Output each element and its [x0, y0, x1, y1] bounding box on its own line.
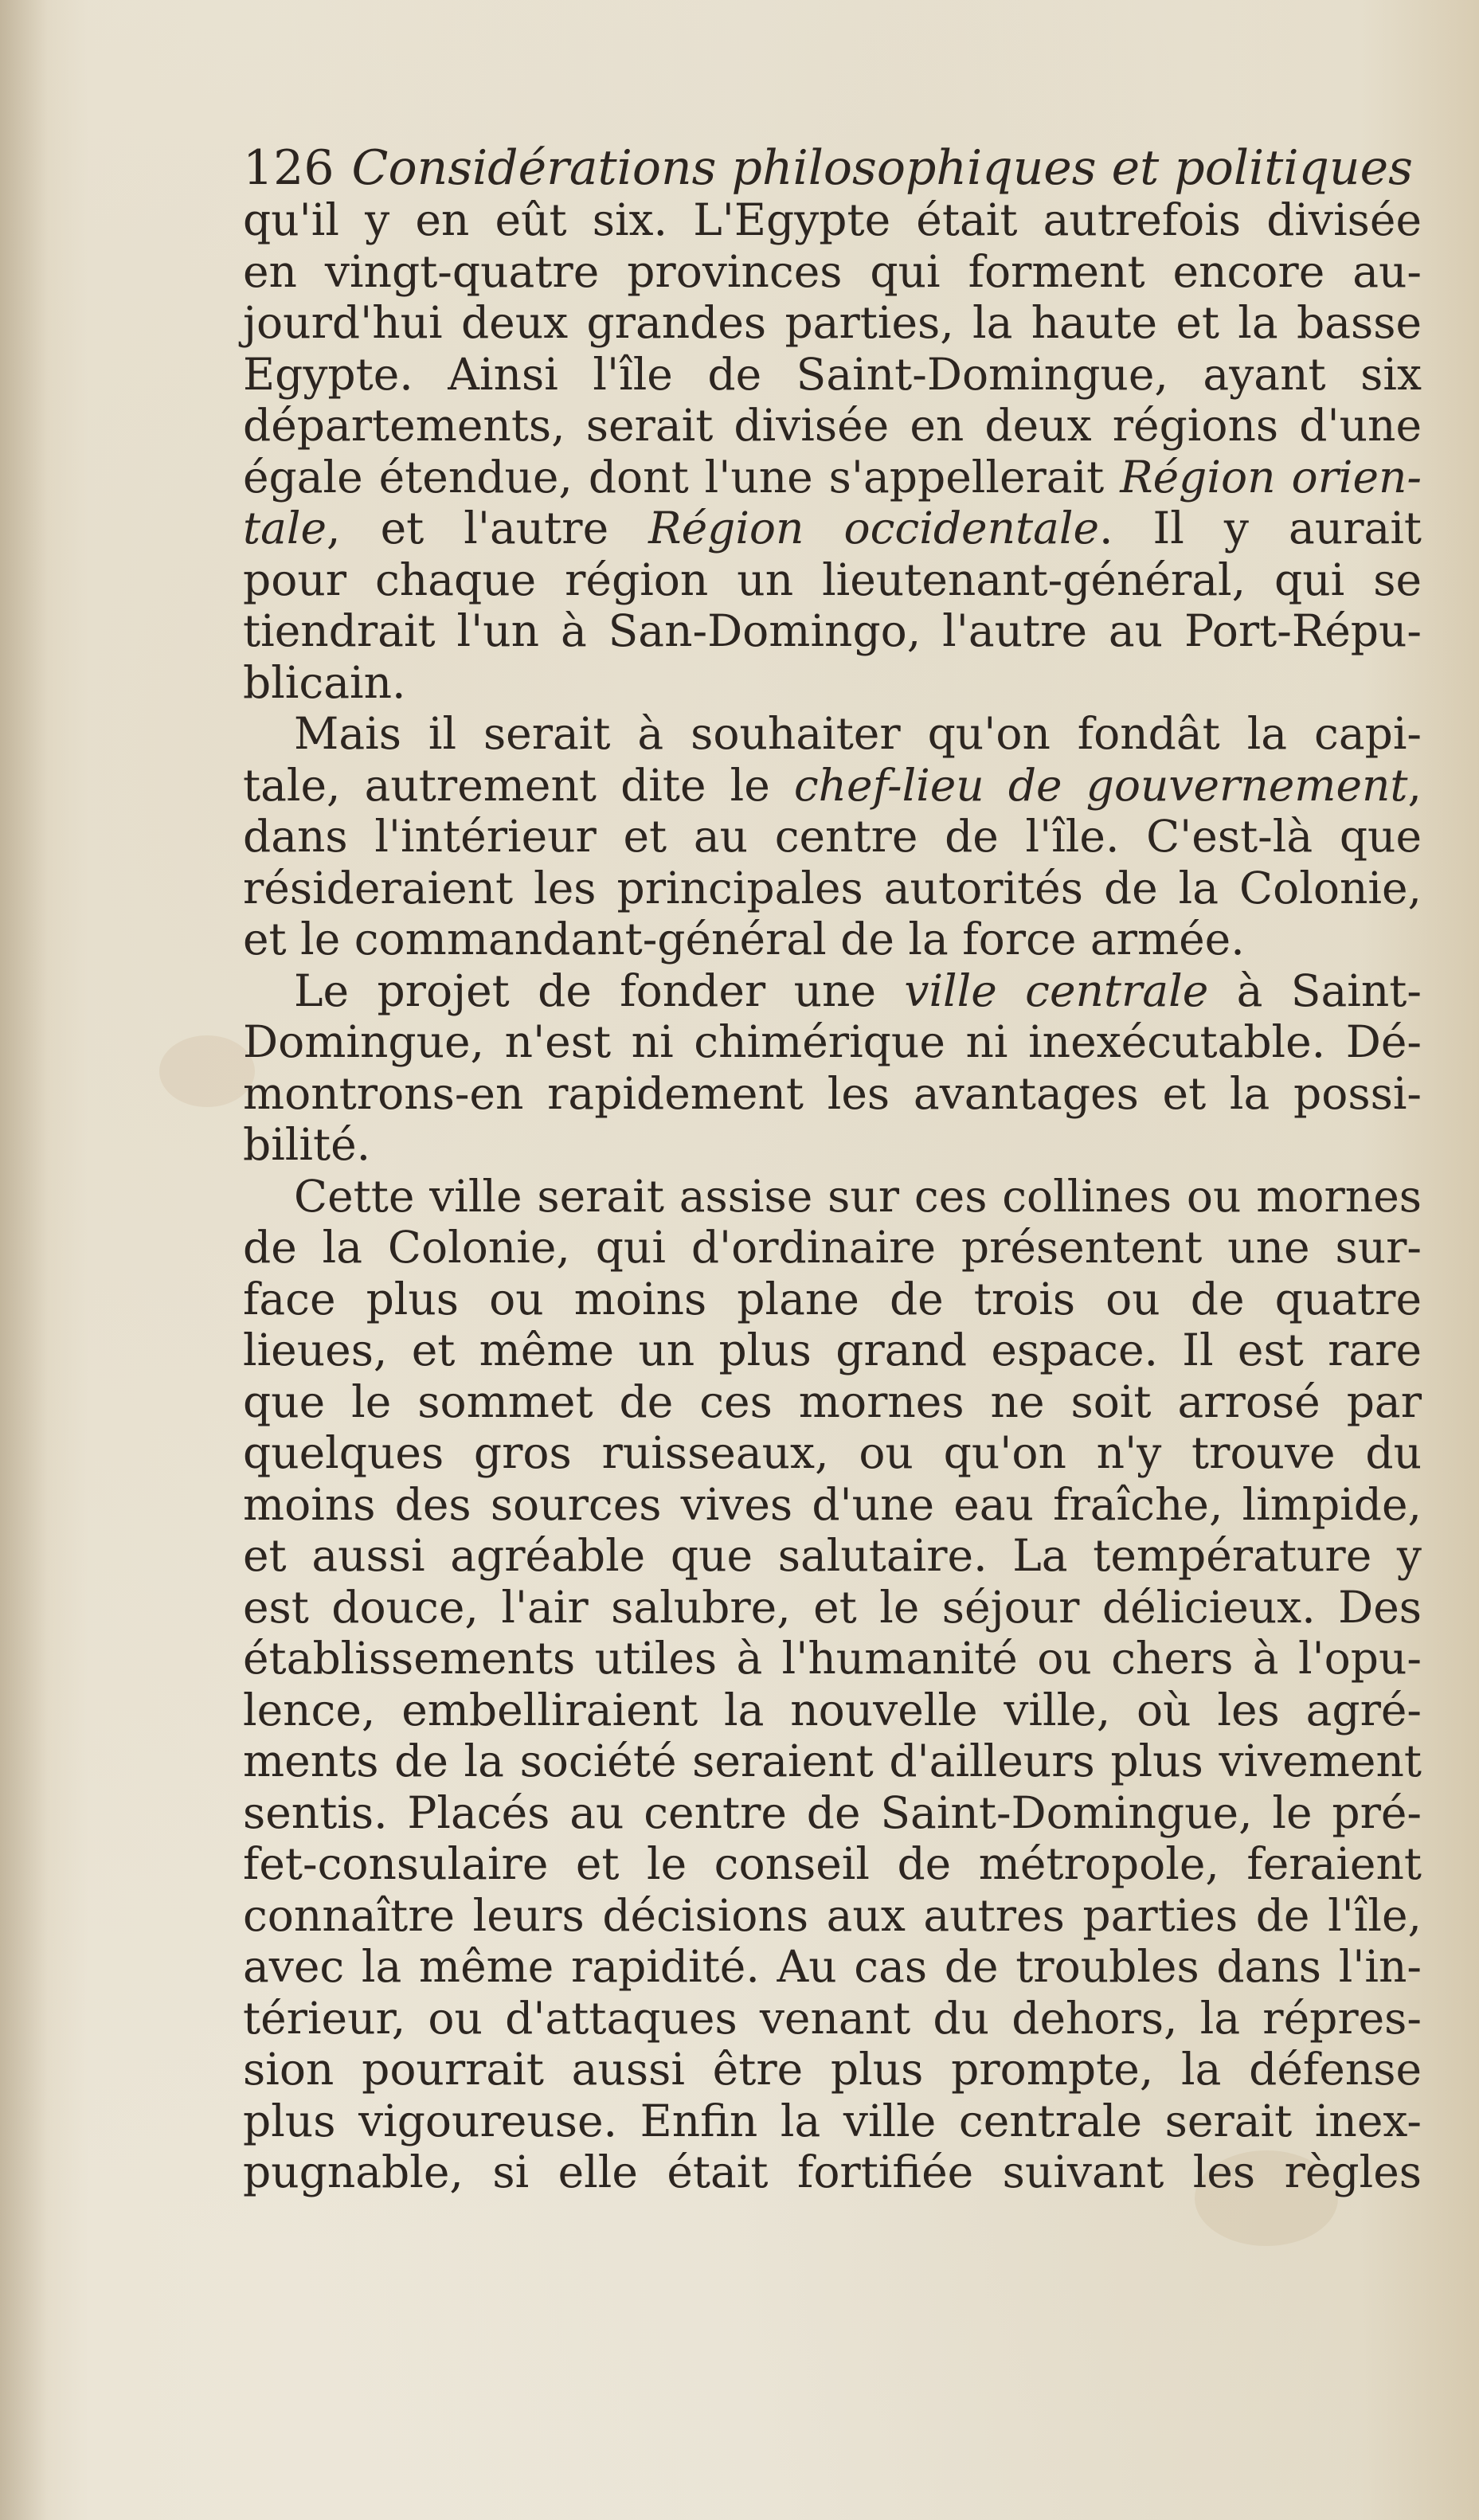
- text-line: et aussi agréable que salutaire. La température y: [243, 1530, 1422, 1581]
- italic-term: chef-lieu de gouvernement: [793, 759, 1408, 811]
- text-line: quelques gros ruisseaux, ou qu'on n'y trouve du: [243, 1427, 1422, 1478]
- running-head-title: Considérations philosophiques et politiques: [351, 140, 1413, 196]
- text-line: départements, serait divisée en deux régions d'une: [243, 400, 1422, 451]
- text-line: est douce, l'air salubre, et le séjour délicieux. Des: [243, 1581, 1422, 1633]
- paragraph-start: Le projet de fonder une ville centrale à Saint-: [294, 965, 1422, 1016]
- text-line: de la Colonie, qui d'ordinaire présentent une sur-: [243, 1222, 1422, 1273]
- text-line: pour chaque région un lieutenant-général, qui se: [243, 554, 1422, 605]
- italic-term: Région orien-: [1120, 451, 1422, 503]
- text-line: blicain.: [243, 656, 406, 708]
- text-line: jourd'hui deux grandes parties, la haute et la basse: [243, 297, 1422, 348]
- text-line: bilité.: [243, 1119, 371, 1170]
- text-block: [243, 142, 1422, 2198]
- paragraph-start: Cette ville serait assise sur ces collines ou mornes: [294, 1170, 1422, 1222]
- text-line: fet-consulaire et le conseil de métropole, feraient: [243, 1838, 1422, 1889]
- italic-term: ville centrale: [904, 965, 1209, 1016]
- text-line: Egypte. Ainsi l'île de Saint-Domingue, ayant six: [243, 348, 1422, 400]
- text-line: montrons-en rapidement les avantages et la possi-: [243, 1067, 1422, 1119]
- page-number: 126: [243, 140, 335, 196]
- foxing-stain: [159, 1035, 255, 1107]
- text-line: tiendrait l'un à San-Domingo, l'autre au Port-Répu-: [243, 605, 1422, 656]
- paragraph-start: Mais il serait à souhaiter qu'on fondât la capi-: [294, 708, 1422, 759]
- spine-shadow: [0, 0, 48, 2520]
- text-line: et le commandant-général de la force armée.: [243, 914, 1245, 965]
- text-line: qu'il y en eût six. L'Egypte était autrefois divisée: [243, 194, 1422, 245]
- text-line: sentis. Placés au centre de Saint-Domingue, le pré-: [243, 1786, 1422, 1838]
- text-line: pugnable, si elle était fortifiée suivant les règles: [243, 2146, 1422, 2197]
- text-line: lieues, et même un plus grand espace. Il est rare: [243, 1325, 1422, 1375]
- text-line: plus vigoureuse. Enfin la ville centrale serait inex-: [243, 2095, 1422, 2146]
- text-line: térieur, ou d'attaques venant du dehors, la répres-: [243, 1992, 1422, 2044]
- text-line: dans l'intérieur et au centre de l'île. C'est-là que: [243, 811, 1422, 862]
- text-line: Domingue, n'est ni chimérique ni inexécutable. Dé-: [243, 1016, 1422, 1067]
- text-line: connaître leurs décisions aux autres parties de l'île,: [243, 1889, 1422, 1941]
- text-line: tale, autrement dite le chef-lieu de gouvernement,: [243, 759, 1422, 811]
- text-line: ments de la société seraient d'ailleurs plus vivement: [243, 1735, 1422, 1786]
- text-line: lence, embelliraient la nouvelle ville, où les agré-: [243, 1684, 1422, 1735]
- text-line: en vingt-quatre provinces qui forment encore au-: [243, 245, 1422, 297]
- italic-term: Région occidentale: [648, 503, 1100, 554]
- text-line: résideraient les principales autorités de la Colonie,: [243, 862, 1422, 914]
- text-line: que le sommet de ces mornes ne soit arrosé par: [243, 1375, 1422, 1427]
- text-line: tale, et l'autre Région occidentale. Il y aurait: [243, 503, 1422, 554]
- text-line: moins des sources vives d'une eau fraîche, limpide,: [243, 1478, 1422, 1530]
- running-head: [243, 142, 1422, 194]
- body-text: [243, 194, 1422, 2198]
- text-line: établissements utiles à l'humanité ou chers à l'opu-: [243, 1633, 1422, 1684]
- text-line: égale étendue, dont l'une s'appellerait Région orien-: [243, 451, 1422, 503]
- italic-term: tale: [243, 503, 327, 554]
- text-line: sion pourrait aussi être plus prompte, la défense: [243, 2044, 1422, 2095]
- text-line: face plus ou moins plane de trois ou de quatre: [243, 1273, 1422, 1325]
- text-line: avec la même rapidité. Au cas de troubles dans l'in-: [243, 1941, 1422, 1992]
